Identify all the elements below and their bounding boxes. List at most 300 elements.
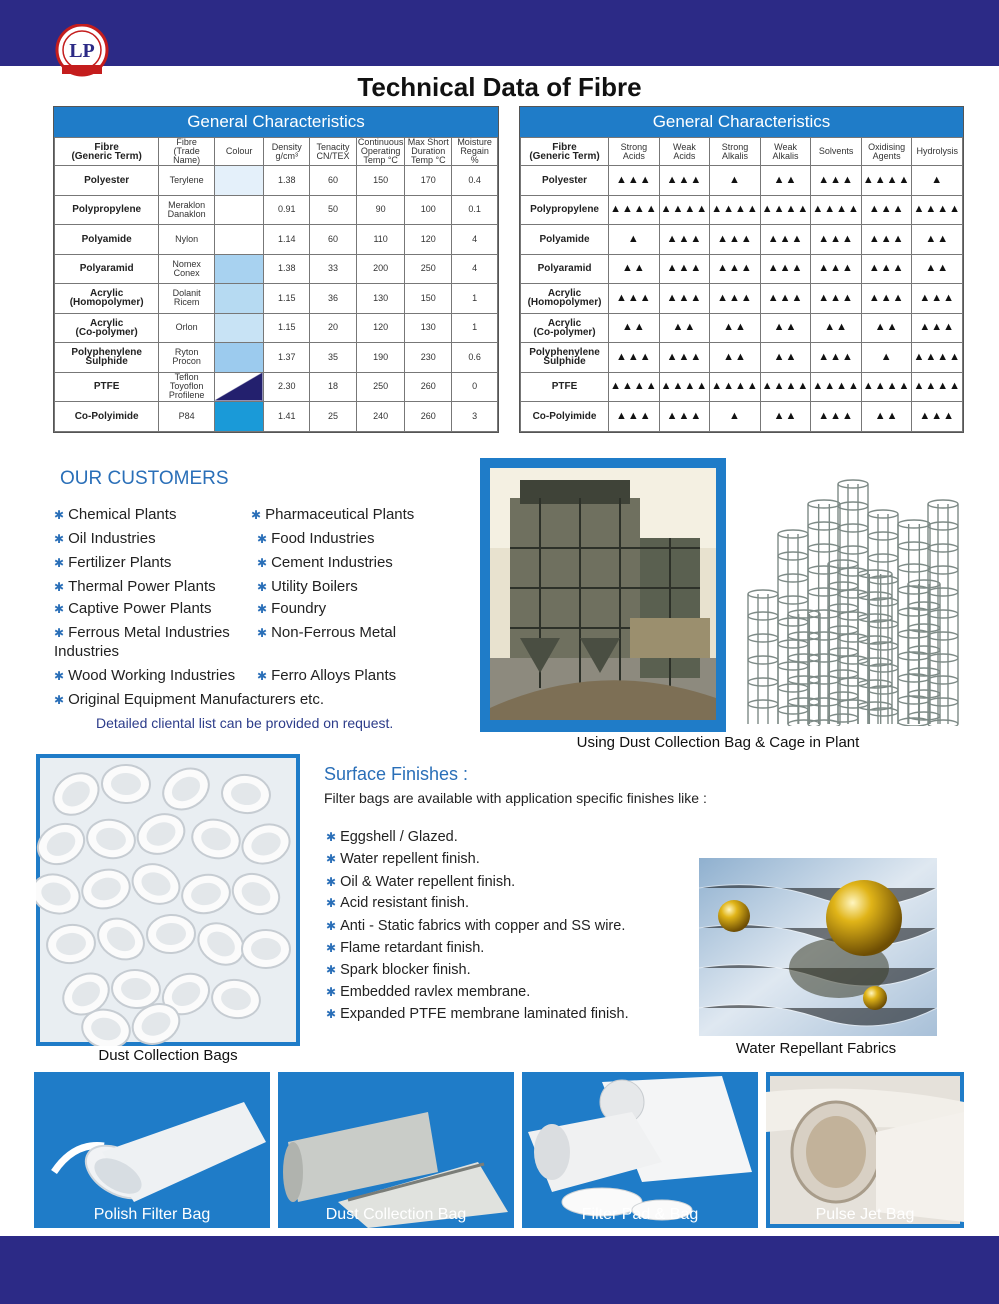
density-cell: 1.15 [264,313,310,343]
resistance-rating-cell: ▲ [861,343,912,373]
resistance-rating-cell: ▲▲▲ [659,402,710,432]
resistance-rating-cell: ▲▲ [609,313,660,343]
resistance-rating-cell: ▲▲▲▲ [912,343,963,373]
list-item: ✱ Thermal Power Plants [54,578,216,595]
moisture-cell: 0.6 [452,343,498,373]
resistance-rating-cell: ▲▲ [760,313,811,343]
column-header [214,138,264,166]
cell-text-line: Polyamide [81,233,132,245]
cell-text-line: Dolanit [172,288,201,299]
colour-swatch-cell [214,166,264,196]
moisture-cell: 1 [452,313,498,343]
list-item: ✱ Wood Working Industries [54,667,236,684]
moisture-cell: 0.1 [452,195,498,225]
cont-cell: 250 [356,372,405,402]
column-header [159,138,215,166]
asterisk-icon: ✱ [257,532,268,546]
moisture-cell: 4 [452,225,498,255]
tenacity-cell: 18 [310,372,357,402]
resistance-rating-cell: ▲ [710,402,761,432]
cell-text-line: Tenacity [316,141,350,152]
list-item: ✱ Non-Ferrous Metal [257,624,397,641]
resistance-rating-cell: ▲▲▲ [811,343,862,373]
column-header [861,138,912,166]
polish-bag-illustration [34,1072,270,1228]
cell-text-line: Agents [872,150,901,161]
resistance-rating-cell: ▲▲▲▲ [811,195,862,225]
resistance-rating-cell: ▲▲▲ [609,343,660,373]
table-row [521,225,963,255]
resistance-rating-cell: ▲▲▲▲ [811,372,862,402]
cell-text-line: Acrylic [547,317,582,329]
colour-swatch-cell [214,254,264,284]
resistance-rating-cell: ▲▲▲ [659,225,710,255]
resistance-rating-cell: ▲▲▲▲ [861,166,912,196]
cell-text-line: Terylene [169,174,204,185]
cell-text-line: PTFE [551,381,578,393]
cell-text-line: % [470,155,479,165]
cell-text-line: Polyester [84,174,130,186]
surface-intro: Filter bags are available with application specific finishes like : [324,790,707,806]
cell-text-line: Polypropylene [530,204,599,216]
cell-text-line: Teflon [174,372,199,383]
cell-text-line: Strong [721,141,749,152]
asterisk-icon: ✱ [257,626,268,640]
resistance-rating-cell: ▲▲▲ [811,284,862,314]
max-cell: 230 [405,343,452,373]
plant-photo [480,458,726,732]
cell-text-line: Toyoflon [169,381,204,392]
list-item: ✱ Pharmaceutical Plants [251,506,415,523]
resistance-rating-cell: ▲ [609,225,660,255]
cell-text-line: Strong [620,141,648,152]
table-row [521,284,963,314]
table-row [55,284,498,314]
cell-text-line: Sulphide [85,356,128,368]
product-caption: Pulse Jet Bag [815,1206,915,1223]
resistance-rating-cell: ▲▲▲▲ [609,195,660,225]
resistance-rating-cell: ▲▲▲ [659,254,710,284]
fibre-generic-cell [521,372,609,402]
list-item: ✱ Anti - Static fabrics with copper and SS wire. [326,918,626,934]
resistance-rating-cell: ▲ [710,166,761,196]
cell-text-line: Nomex [172,258,201,269]
cell-text-line: Regain [460,146,489,156]
resistance-rating-cell: ▲▲▲ [912,284,963,314]
resistance-rating-cell: ▲▲▲ [861,284,912,314]
table-heading: General Characteristics [520,107,963,137]
cell-text-line: Duration [411,146,446,156]
tenacity-cell: 33 [310,254,357,284]
cell-text-line: Operating [360,146,401,156]
cell-text-line: Density [271,141,302,152]
cell-text-line: Polyamide [539,233,590,245]
asterisk-icon: ✱ [326,985,337,999]
resistance-rating-cell: ▲▲▲ [710,225,761,255]
density-cell: 1.15 [264,284,310,314]
fibre-generic-cell [55,313,159,343]
water-droplets-illustration [699,858,937,1036]
resistance-rating-cell: ▲▲▲ [609,284,660,314]
table-row [521,254,963,284]
resistance-rating-cell: ▲▲▲ [710,284,761,314]
resistance-rating-cell: ▲▲▲ [609,166,660,196]
fibre-trade-cell [159,166,215,196]
resistance-rating-cell: ▲▲▲▲ [912,372,963,402]
cell-text-line: Polypropylene [72,204,142,216]
column-header [521,138,609,166]
tenacity-cell: 25 [310,402,357,432]
max-cell: 120 [405,225,452,255]
column-header [811,138,862,166]
resistance-rating-cell: ▲▲ [710,313,761,343]
fibre-generic-cell [55,166,159,196]
column-header [264,138,310,166]
resistance-rating-cell: ▲▲▲▲ [861,372,912,402]
column-header [55,138,159,166]
resistance-rating-cell: ▲▲▲ [760,254,811,284]
cell-text-line: Alkalis [772,150,799,161]
cont-cell: 150 [356,166,405,196]
asterisk-icon: ✱ [54,669,65,683]
resistance-rating-cell: ▲▲ [760,166,811,196]
dust-bags-illustration [36,754,300,1046]
cell-text-line: Acrylic [89,288,124,300]
fibre-trade-cell [159,313,215,343]
cell-text-line: Danaklon [167,208,206,219]
column-header [452,138,498,166]
asterisk-icon: ✱ [54,508,65,522]
cell-text-line: Ricem [173,297,200,308]
plant-caption: Using Dust Collection Bag & Cage in Plant [576,734,860,751]
table-row [55,254,498,284]
cell-text-line: CN/TEX [316,150,350,161]
fibre-properties-table [53,106,499,433]
max-cell: 260 [405,372,452,402]
table-row [521,343,963,373]
list-item: ✱ Water repellent finish. [326,851,480,867]
page-title: Technical Data of Fibre [357,72,642,102]
tenacity-cell: 35 [310,343,357,373]
fibre-generic-cell [521,343,609,373]
density-cell: 2.30 [264,372,310,402]
list-item-continued: Industries [54,643,120,660]
cell-text-line: Orlon [175,322,198,333]
max-cell: 130 [405,313,452,343]
resistance-rating-cell: ▲▲ [861,402,912,432]
colour-swatch-cell [214,195,264,225]
fibre-generic-cell [55,284,159,314]
asterisk-icon: ✱ [326,896,337,910]
cell-text-line: Meraklon [168,199,206,210]
fibre-generic-cell [55,372,159,402]
fibre-generic-cell [521,254,609,284]
cell-text-line: (Co-polymer) [75,326,138,338]
fibre-generic-cell [55,195,159,225]
list-item: ✱ Captive Power Plants [54,600,212,617]
tenacity-cell: 60 [310,225,357,255]
list-item: ✱ Embedded ravlex membrane. [326,984,531,1000]
cell-text-line: Weak [672,141,696,152]
resistance-rating-cell: ▲▲▲ [811,225,862,255]
cell-text-line: Temp °C [363,155,398,165]
cell-text-line: Polyaramid [79,263,134,275]
max-cell: 100 [405,195,452,225]
tenacity-cell: 60 [310,166,357,196]
resistance-rating-cell: ▲▲▲ [811,166,862,196]
cell-text-line: Procon [172,356,201,367]
resistance-rating-cell: ▲▲▲▲ [912,195,963,225]
asterisk-icon: ✱ [326,941,337,955]
tenacity-cell: 36 [310,284,357,314]
resistance-rating-cell: ▲▲▲ [811,402,862,432]
max-cell: 250 [405,254,452,284]
resistance-rating-cell: ▲▲▲▲ [710,372,761,402]
asterisk-icon: ✱ [54,693,65,707]
cell-text-line: Acrylic [89,317,124,329]
table-row [521,195,963,225]
fibre-trade-cell [159,402,215,432]
resistance-rating-cell: ▲▲▲ [861,225,912,255]
asterisk-icon: ✱ [54,580,65,594]
table-row [55,372,498,402]
fibre-generic-cell [55,225,159,255]
cont-cell: 190 [356,343,405,373]
colour-swatch-cell [214,225,264,255]
colour-swatch-cell [214,372,264,402]
surface-heading: Surface Finishes : [324,764,469,784]
moisture-cell: 1 [452,284,498,314]
moisture-cell: 0 [452,372,498,402]
resistance-rating-cell: ▲▲▲ [861,254,912,284]
cell-text-line: Co-Polyimide [532,410,597,422]
list-item: ✱ Flame retardant finish. [326,940,485,956]
cell-text-line: (Homopolymer) [527,297,602,309]
list-item: ✱ Foundry [257,600,327,617]
density-cell: 1.38 [264,166,310,196]
asterisk-icon: ✱ [326,963,337,977]
filter-pad-illustration [522,1072,758,1228]
product-pulse-jet-bag [766,1072,964,1228]
list-item: ✱ Food Industries [257,530,375,547]
water-caption: Water Repellant Fabrics [735,1040,897,1057]
list-item: ✱ Eggshell / Glazed. [326,829,458,845]
fibre-trade-cell [159,254,215,284]
cell-text-line: Acrylic [547,288,582,300]
resistance-rating-cell: ▲▲ [760,402,811,432]
dust-bags-photo [36,754,300,1046]
resistance-rating-cell: ▲▲▲ [659,284,710,314]
table-row [55,195,498,225]
cell-text-line: Acids [673,150,696,161]
column-header [356,138,405,166]
cell-text-line: (Trade Name) [173,146,201,165]
top-band [0,0,999,66]
list-item: ✱ Oil & Water repellent finish. [326,874,516,890]
column-header [310,138,357,166]
fibre-generic-cell [521,313,609,343]
cell-text-line: (Homopolymer) [69,297,144,309]
colour-swatch-cell [214,313,264,343]
tenacity-cell: 20 [310,313,357,343]
product-caption: Filter Pad & Bag [581,1206,699,1223]
resistance-rating-cell: ▲ [912,166,963,196]
resistance-rating-cell: ▲▲ [710,343,761,373]
resistance-rating-cell: ▲▲▲ [609,402,660,432]
max-cell: 150 [405,284,452,314]
cell-text-line: Hydrolysis [916,146,958,156]
dust-bag-illustration [278,1072,514,1228]
table-row [521,166,963,196]
fibre-trade-cell [159,195,215,225]
asterisk-icon: ✱ [54,556,65,570]
colour-swatch-cell [214,343,264,373]
colour-swatch-cell [214,402,264,432]
fibre-generic-cell [521,195,609,225]
product-polish-filter-bag [34,1072,270,1228]
column-header [405,138,452,166]
density-cell: 1.14 [264,225,310,255]
list-item: ✱ Fertilizer Plants [54,554,172,571]
column-header [710,138,761,166]
cell-text-line: Nylon [175,233,199,244]
list-item: ✱ Ferrous Metal Industries [54,624,230,641]
column-header [912,138,963,166]
resistance-rating-cell: ▲▲ [912,254,963,284]
asterisk-icon: ✱ [326,875,337,889]
tenacity-cell: 50 [310,195,357,225]
asterisk-icon: ✱ [257,602,268,616]
resistance-rating-cell: ▲▲▲▲ [659,195,710,225]
asterisk-icon: ✱ [54,602,65,616]
cont-cell: 110 [356,225,405,255]
cont-cell: 240 [356,402,405,432]
cell-text-line: Conex [173,267,200,278]
max-cell: 260 [405,402,452,432]
cell-text-line: Ryton [174,347,199,358]
density-cell: 1.41 [264,402,310,432]
asterisk-icon: ✱ [54,532,65,546]
cell-text-line: PTFE [93,381,120,393]
cell-text-line: Weak [774,141,797,152]
cell-text-line: Sulphide [543,356,586,368]
list-item: ✱ Acid resistant finish. [326,895,470,911]
cell-text-line: Co-Polyimide [74,410,139,422]
resistance-rating-cell: ▲▲▲▲ [710,195,761,225]
column-header [659,138,710,166]
cell-text-line: g/cm³ [275,150,299,161]
resistance-rating-cell: ▲▲▲ [760,284,811,314]
list-item: ✱ Spark blocker finish. [326,962,471,978]
table-row [55,166,498,196]
asterisk-icon: ✱ [326,919,337,933]
fibre-trade-cell [159,225,215,255]
cell-text-line: Max Short [407,137,449,147]
asterisk-icon: ✱ [326,852,337,866]
cell-text-line: Profilene [168,390,205,401]
fibre-trade-cell [159,343,215,373]
resistance-rating-cell: ▲▲▲ [760,225,811,255]
cont-cell: 120 [356,313,405,343]
resistance-rating-cell: ▲▲▲▲ [760,195,811,225]
product-caption: Polish Filter Bag [93,1206,211,1223]
resistance-rating-cell: ▲▲▲▲ [760,372,811,402]
resistance-rating-cell: ▲▲ [811,313,862,343]
fibre-generic-cell [521,166,609,196]
fibre-generic-cell [521,284,609,314]
customers-heading: OUR CUSTOMERS [60,468,229,489]
cell-text-line: Moisture [457,137,492,147]
moisture-cell: 4 [452,254,498,284]
cage-illustration [738,464,964,726]
fibre-generic-cell [55,343,159,373]
list-item: ✱ Oil Industries [54,530,156,547]
resistance-rating-cell: ▲▲ [659,313,710,343]
density-cell: 1.37 [264,343,310,373]
asterisk-icon: ✱ [257,556,268,570]
asterisk-icon: ✱ [326,1007,337,1021]
cell-text-line: Alkalis [721,150,748,161]
cell-text-line: Fibre [176,137,197,147]
cont-cell: 200 [356,254,405,284]
asterisk-icon: ✱ [54,626,65,640]
chemical-resistance-table [519,106,964,433]
cell-text-line: (Generic Term) [529,150,600,162]
fibre-generic-cell [521,402,609,432]
resistance-rating-cell: ▲▲▲▲ [659,372,710,402]
asterisk-icon: ✱ [251,508,262,522]
cont-cell: 130 [356,284,405,314]
resistance-rating-cell: ▲▲▲ [861,195,912,225]
resistance-rating-cell: ▲▲ [912,225,963,255]
cell-text-line: Oxidising [868,141,906,152]
fibre-generic-cell [521,225,609,255]
cell-text-line: P84 [178,410,195,421]
density-cell: 0.91 [264,195,310,225]
cell-text-line: Temp °C [410,155,446,165]
plant-illustration [480,458,726,732]
cell-text-line: Continuous [357,137,404,147]
asterisk-icon: ✱ [257,669,268,683]
density-cell: 1.38 [264,254,310,284]
column-header [760,138,811,166]
table-row [521,402,963,432]
cont-cell: 90 [356,195,405,225]
cell-text-line: Colour [225,146,253,156]
fibre-trade-cell [159,284,215,314]
list-item: ✱ Cement Industries [257,554,393,571]
water-fabric-photo [699,858,937,1036]
table-row [521,313,963,343]
cell-text-line: (Co-polymer) [533,326,596,338]
column-header [609,138,660,166]
product-dust-collection-bag [278,1072,514,1228]
cell-text-line: Polyphenylene [71,347,142,359]
product-caption: Dust Collection Bag [325,1206,467,1223]
product-filter-pad-bag [522,1072,758,1228]
pulse-jet-illustration [766,1072,964,1228]
list-item: ✱ Utility Boilers [257,578,358,595]
resistance-rating-cell: ▲▲▲ [710,254,761,284]
resistance-rating-cell: ▲▲ [609,254,660,284]
cell-text-line: Polyaramid [537,263,592,275]
resistance-rating-cell: ▲▲ [760,343,811,373]
table-heading: General Characteristics [54,107,498,137]
cell-text-line: Fibre [552,141,577,153]
table-row [55,225,498,255]
customers-note: Detailed cliental list can be provided on request. [96,715,394,731]
resistance-rating-cell: ▲▲▲ [912,313,963,343]
